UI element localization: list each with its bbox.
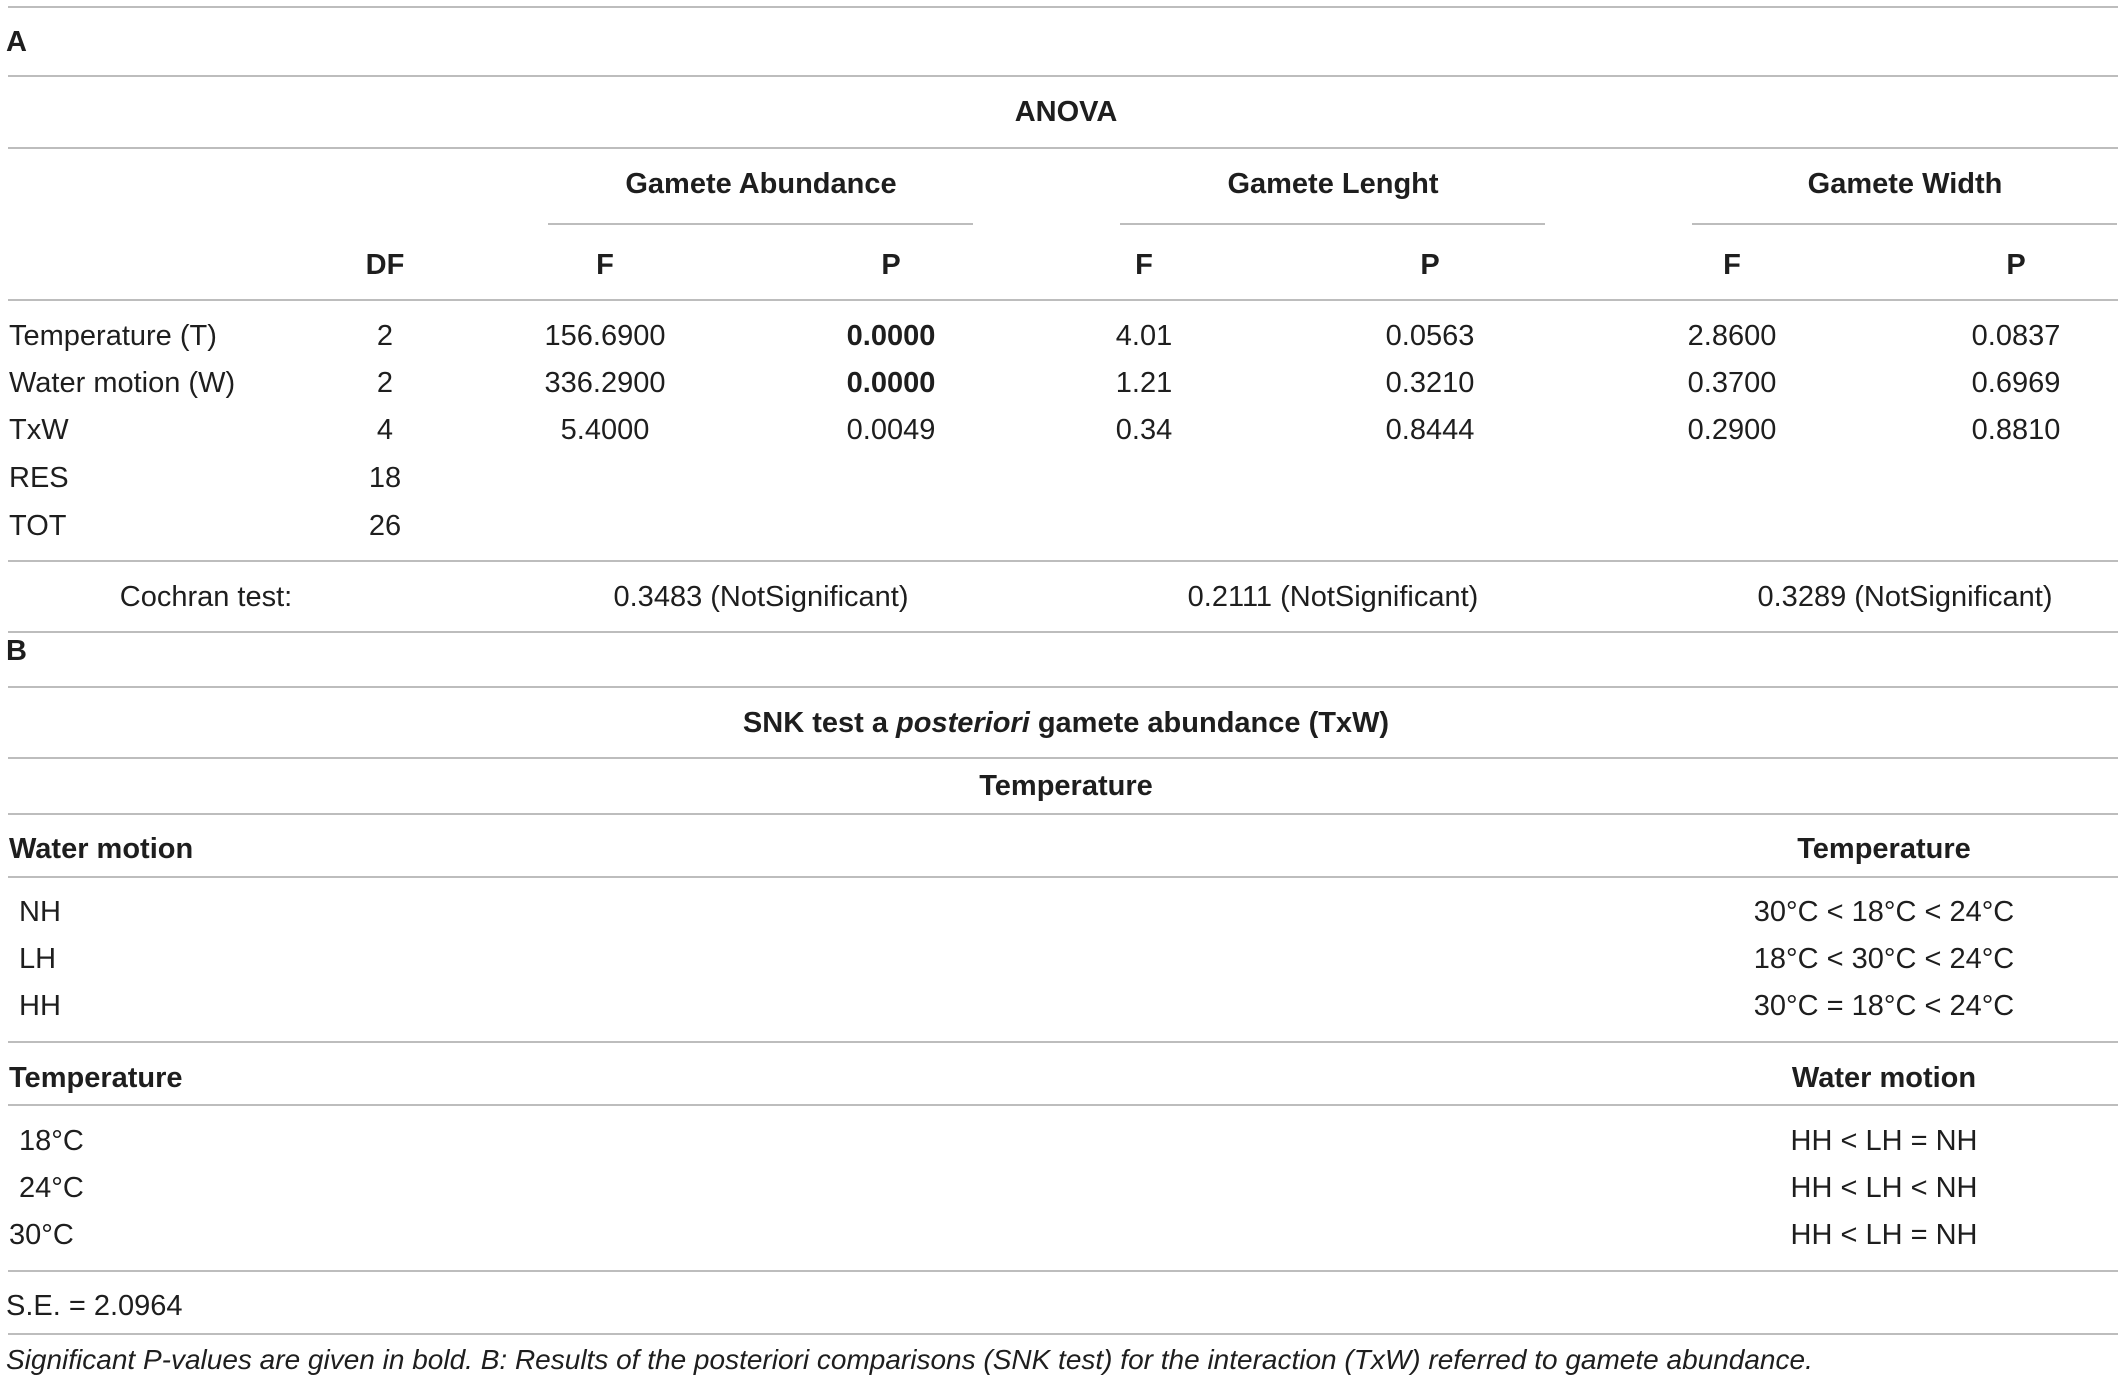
section-a-label: A bbox=[6, 26, 27, 58]
group-underline bbox=[1692, 223, 2117, 225]
cell-df: 2 bbox=[376, 320, 394, 352]
anova-title: ANOVA bbox=[1014, 96, 1118, 128]
cell-width-p: 0.6969 bbox=[1971, 367, 2061, 399]
snk-level: HH bbox=[19, 990, 61, 1022]
row-source: TOT bbox=[9, 510, 67, 542]
group-underline bbox=[548, 223, 973, 225]
snk-level: NH bbox=[19, 896, 61, 928]
cell-abundance-p: 0.0000 bbox=[846, 367, 936, 399]
snk-level: 24°C bbox=[19, 1172, 84, 1204]
snk-level: 18°C bbox=[19, 1125, 84, 1157]
snk-title-italic: posteriori bbox=[896, 707, 1030, 739]
block1-left-header: Water motion bbox=[9, 833, 194, 865]
row-source: RES bbox=[9, 462, 69, 494]
rule bbox=[8, 1270, 2118, 1272]
col-header-f: F bbox=[1723, 249, 1741, 281]
col-header-p: P bbox=[2006, 249, 2026, 281]
cell-df: 18 bbox=[368, 462, 402, 494]
snk-title bbox=[743, 706, 1389, 740]
standard-error: S.E. = 2.0964 bbox=[6, 1290, 183, 1322]
rule bbox=[8, 876, 2118, 878]
rule bbox=[8, 1104, 2118, 1106]
row-source: Water motion (W) bbox=[9, 367, 236, 399]
col-header-p: P bbox=[1420, 249, 1440, 281]
rule bbox=[8, 147, 2118, 149]
cell-width-f: 0.3700 bbox=[1687, 367, 1777, 399]
row-source: Temperature (T) bbox=[9, 320, 217, 352]
group-header-abundance: Gamete Abundance bbox=[625, 168, 897, 200]
cochran-label: Cochran test: bbox=[119, 581, 293, 613]
cell-length-f: 0.34 bbox=[1115, 414, 1173, 446]
group-header-width: Gamete Width bbox=[1807, 168, 2003, 200]
cell-width-f: 2.8600 bbox=[1687, 320, 1777, 352]
cell-abundance-f: 5.4000 bbox=[560, 414, 650, 446]
row-source: TxW bbox=[9, 414, 69, 446]
snk-title-part: gamete abundance (TxW) bbox=[1029, 707, 1390, 739]
cell-length-p: 0.8444 bbox=[1385, 414, 1475, 446]
col-header-df: DF bbox=[365, 249, 405, 281]
cell-df: 2 bbox=[376, 367, 394, 399]
col-header-f: F bbox=[596, 249, 614, 281]
snk-subtitle: Temperature bbox=[979, 770, 1153, 802]
cell-length-p: 0.0563 bbox=[1385, 320, 1475, 352]
snk-result: 30°C = 18°C < 24°C bbox=[1753, 990, 2015, 1022]
section-b-label: B bbox=[6, 635, 27, 667]
snk-level: 30°C bbox=[9, 1219, 74, 1251]
snk-result: HH < LH < NH bbox=[1790, 1172, 1978, 1204]
block1-right-header: Temperature bbox=[1797, 833, 1971, 865]
rule bbox=[8, 1333, 2118, 1335]
snk-level: LH bbox=[19, 943, 57, 975]
col-header-f: F bbox=[1135, 249, 1153, 281]
cell-abundance-f: 156.6900 bbox=[544, 320, 666, 352]
cell-width-f: 0.2900 bbox=[1687, 414, 1777, 446]
cell-abundance-f: 336.2900 bbox=[544, 367, 666, 399]
cell-length-f: 1.21 bbox=[1115, 367, 1173, 399]
group-header-length: Gamete Lenght bbox=[1227, 168, 1439, 200]
snk-title-part: SNK test a bbox=[742, 707, 897, 739]
cell-width-p: 0.8810 bbox=[1971, 414, 2061, 446]
group-underline bbox=[1120, 223, 1545, 225]
block2-left-header: Temperature bbox=[9, 1062, 183, 1094]
rule bbox=[8, 75, 2118, 77]
rule bbox=[8, 813, 2118, 815]
rule bbox=[8, 757, 2118, 759]
cell-df: 26 bbox=[368, 510, 402, 542]
rule bbox=[8, 6, 2118, 8]
snk-result: 18°C < 30°C < 24°C bbox=[1753, 943, 2015, 975]
rule bbox=[8, 631, 2118, 633]
rule bbox=[8, 299, 2118, 301]
cell-abundance-p: 0.0049 bbox=[846, 414, 936, 446]
cochran-length: 0.2111 (NotSignificant) bbox=[1187, 581, 1479, 613]
table-footnote: Significant P-values are given in bold. B: Results of the posteriori comparisons (SNK test) for the interaction (TxW) referred to gamete abundance. bbox=[6, 1344, 1813, 1375]
cell-abundance-p: 0.0000 bbox=[846, 320, 936, 352]
rule bbox=[8, 1041, 2118, 1043]
rule bbox=[8, 686, 2118, 688]
cochran-width: 0.3289 (NotSignificant) bbox=[1757, 581, 2053, 613]
rule bbox=[8, 560, 2118, 562]
snk-result: HH < LH = NH bbox=[1790, 1125, 1978, 1157]
col-header-p: P bbox=[881, 249, 901, 281]
cell-length-p: 0.3210 bbox=[1385, 367, 1475, 399]
snk-result: HH < LH = NH bbox=[1790, 1219, 1978, 1251]
cell-df: 4 bbox=[376, 414, 394, 446]
cochran-abundance: 0.3483 (NotSignificant) bbox=[613, 581, 909, 613]
cell-width-p: 0.0837 bbox=[1971, 320, 2061, 352]
block2-right-header: Water motion bbox=[1791, 1062, 1977, 1094]
snk-result: 30°C < 18°C < 24°C bbox=[1753, 896, 2015, 928]
cell-length-f: 4.01 bbox=[1115, 320, 1173, 352]
